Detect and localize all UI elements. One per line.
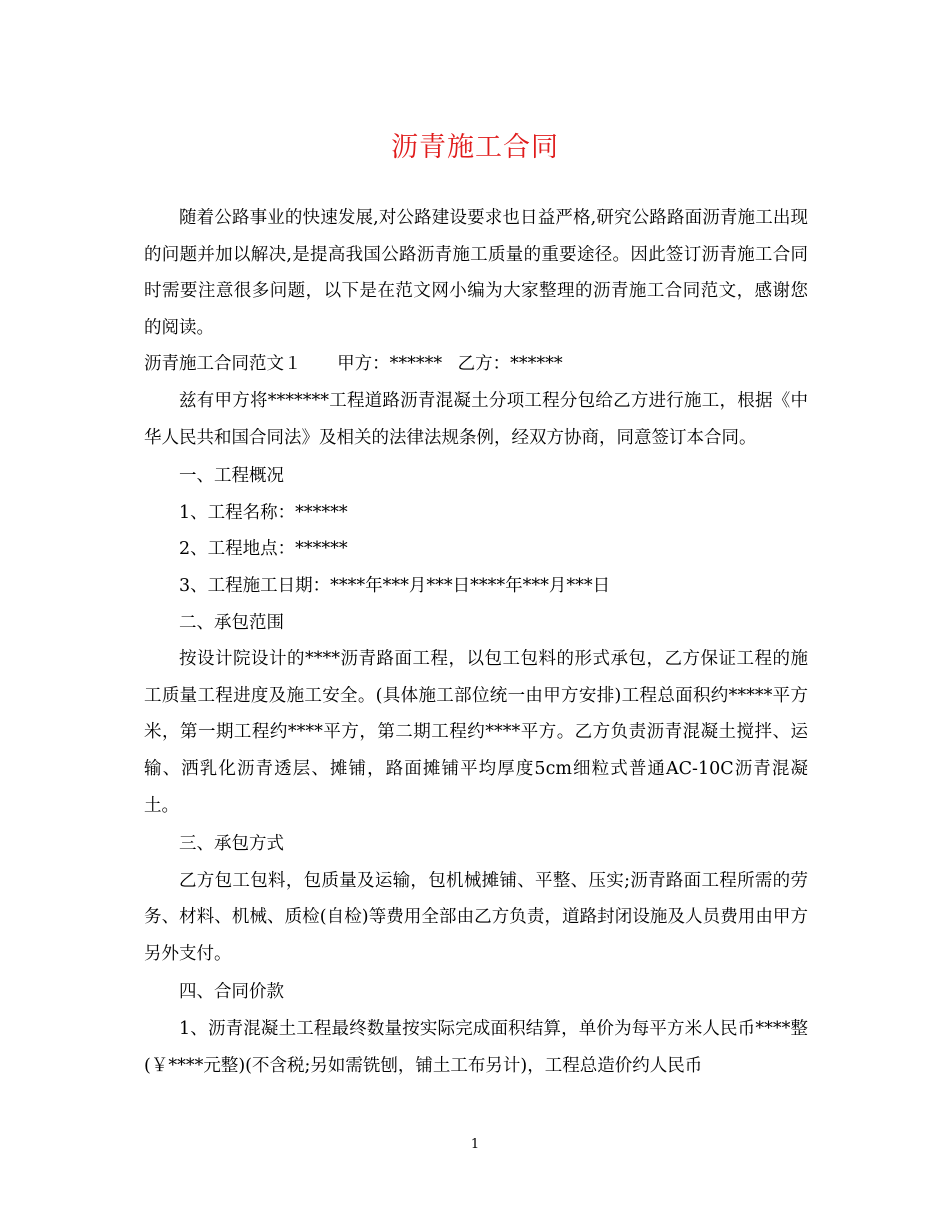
section1-heading: 一、工程概况 bbox=[179, 466, 284, 487]
document-body bbox=[144, 200, 808, 1084]
sample-header-line bbox=[144, 346, 808, 383]
section1-item-location: 2、工程地点：****** bbox=[179, 539, 348, 560]
opening-paragraph: 兹有甲方将*******工程道路沥青混凝土分项工程分包给乙方进行施工，根据《中华人民共和国合同法》及相关的法律法规条例，经双方协商，同意签订本合同。 bbox=[144, 390, 808, 448]
section2-heading: 二、承包范围 bbox=[179, 612, 284, 633]
party-b: 乙方：****** bbox=[457, 354, 563, 375]
section4-item-price: 1、沥青混凝土工程最终数量按实际完成面积结算，单价为每平方米人民币****整(￥****元整)(不含税;另如需铣刨，铺土工布另计)，工程总造价约人民币 bbox=[144, 1019, 808, 1076]
section3-heading: 三、承包方式 bbox=[179, 834, 284, 855]
section3-paragraph: 乙方包工包料，包质量及运输，包机械摊铺、平整、压实;沥青路面工程所需的劳务、材料、机械、质检(自检)等费用全部由乙方负责，道路封闭设施及人员费用由甲方另外支付。 bbox=[144, 870, 808, 964]
sample-label: 沥青施工合同范文１ bbox=[144, 354, 302, 375]
section2-paragraph: 按设计院设计的****沥青路面工程，以包工包料的形式承包，乙方保证工程的施工质量工程进度及施工安全。(具体施工部位统一由甲方安排)工程总面积约*****平方米，第一期工程约****平方，第二期工程约****平方。乙方负责沥青混凝土搅拌、运输、洒乳化沥青透层、摊铺，路面摊铺平均厚度5cm细粒式普通AC-10C沥青混凝土。 bbox=[144, 649, 808, 816]
intro-paragraph: 随着公路事业的快速发展,对公路建设要求也日益严格,研究公路路面沥青施工出现的问题并加以解决,是提高我国公路沥青施工质量的重要途径。因此签订沥青施工合同时需要注意很多问题，以下是在范文网小编为大家整理的沥青施工合同范文，感谢您的阅读。 bbox=[144, 208, 808, 338]
party-a: 甲方：****** bbox=[337, 354, 443, 375]
document-title: 沥青施工合同 bbox=[391, 132, 559, 163]
section1-item-dates: 3、工程施工日期：****年***月***日****年***月***日 bbox=[179, 575, 611, 596]
section4-heading: 四、合同价款 bbox=[179, 982, 284, 1003]
page-number: 1 bbox=[470, 1137, 480, 1152]
section1-item-name: 1、工程名称：****** bbox=[179, 502, 348, 523]
